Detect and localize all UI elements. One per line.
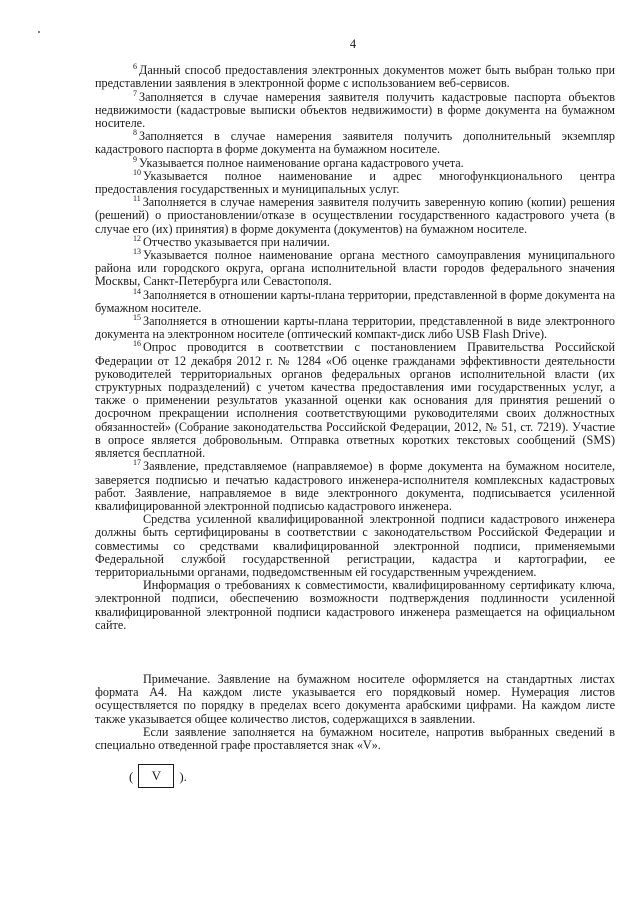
- body-paragraph: Информация о требованиях к совместимости, квалифицированному сертификату ключа, электронной подписи, обеспечению возможности подтверждения подлинности усиленной квалифицированной электронной подписи кадастрового инженера размещается на официальном сайте.: [95, 578, 615, 632]
- check-mark-box: V: [138, 764, 174, 788]
- footnote: [95, 315, 615, 341]
- footnote-number: 11: [133, 194, 141, 204]
- footnote: [95, 167, 615, 197]
- footnote-text: Указывается полное наименование органа местного самоуправления муниципального района или городского округа, органа исполнительной власти городов федерального значения Москвы, Санкт-Петербурга или Севастополя.: [95, 248, 615, 289]
- section-spacer: [95, 632, 615, 673]
- close-paren: ).: [179, 768, 187, 784]
- footnote: [95, 196, 615, 236]
- footnote-text: Заполняется в случае намерения заявителя получить кадастровые паспорта объектов недвижимости (кадастровые выписки объектов недвижимости) в форме документа на бумажном носителе.: [95, 89, 615, 131]
- page-number: 4: [349, 37, 357, 51]
- footnote: [95, 88, 615, 131]
- footnote-text: Заполняется в случае намерения заявителя получить дополнительный экземпляр кадастрового паспорта в форме документа на бумажном носителе.: [95, 129, 615, 157]
- footnote-number: 12: [133, 233, 141, 243]
- footnote-text: Данный способ предоставления электронных документов может быть выбран только при представлении заявления в электронной форме с использованием веб-сервисов.: [95, 63, 615, 91]
- footnote: [95, 64, 615, 90]
- footnotes-section: [95, 64, 615, 513]
- footnote-text: Указывается полное наименование органа кадастрового учета.: [139, 155, 464, 170]
- footnote-number: 13: [133, 247, 141, 257]
- footnote: [95, 460, 615, 513]
- footnote-text: Отчество указывается при наличии.: [143, 234, 330, 249]
- footnote-text: Заполняется в отношении карты-плана территории, представленной в форме документа на бумажном носителе.: [95, 287, 615, 315]
- document-page: [95, 38, 615, 788]
- footnote: [95, 130, 615, 156]
- footnote: [95, 249, 615, 289]
- footnote-number: 17: [133, 458, 141, 468]
- footnote-number: 8: [133, 128, 137, 138]
- footnote-number: 9: [133, 154, 137, 164]
- footnote-number: 15: [133, 313, 141, 323]
- footnote-number: 16: [133, 339, 141, 349]
- footnote-text: Заполняется в случае намерения заявителя получить заверенную копию (копии) решения (решений) о приостановлении/отказе в осуществлении государственного кадастрового учета (в случае его (их) принятия) в форме документа (документов) на бумажном носителе.: [95, 195, 615, 236]
- footnote-text: Указывается полное наименование и адрес многофункционального центра предоставления государственных и муниципальных услуг.: [95, 168, 615, 197]
- body-paragraph: Средства усиленной квалифицированной электронной подписи кадастрового инженера должны быть сертифицированы в соответствии с законодательством Российской Федерации и совместимы со средствами квалифицированной электронной подписи, применяемыми Федеральной службой государственной регистрации, кадастра и картографии, ее территориальными органами, подведомственным ей государственным учреждением.: [95, 512, 615, 579]
- footnote-number: 6: [133, 62, 137, 72]
- footnote: [95, 286, 615, 315]
- footnote-text: Заявление, представляемое (направляемое) в форме документа на бумажном носителе, заверяется подписью и печатью кадастрового инженера-исполнителя комплексных кадастровых работ. Заявление, направляемое в виде электронного документа, подписывается усиленной квалифицированной электронной подписью кадастрового инженера.: [95, 459, 615, 513]
- footnote-number: 7: [133, 88, 137, 98]
- note-paragraph: Если заявление заполняется на бумажном носителе, напротив выбранных сведений в специально отведенной графе проставляется знак «V».: [95, 724, 615, 752]
- footnote-text: Заполняется в отношении карты-плана территории, представленной в виде электронного документа на электронном носителе (оптический компакт-диск либо USB Flash Drive).: [95, 314, 615, 342]
- scan-speck: [38, 31, 40, 33]
- footnote: [95, 341, 615, 460]
- footnote-text: Опрос проводится в соответствии с постановлением Правительства Российской Федерации от 12 декабря 2012 г. № 1284 «Об оценке гражданами эффективности деятельности руководителей территориальных органов федеральных органов исполнительной власти (их структурных подразделений) с учетом качества предоставления ими государственных услуг, а также о применении результатов указанной оценки как основания для принятия решений о досрочном прекращении исполнения соответствующими руководителями своих должностных обязанностей» (Собрание законодательства Российской Федерации, 2012, № 51, ст. 7219). Участие в опросе является добровольным. Отправка ответных коротких текстовых сообщений (SMS) является бесплатной.: [95, 340, 615, 461]
- footnote-number: 14: [133, 286, 141, 296]
- footnote-number: 10: [133, 167, 141, 177]
- note-paragraph: Примечание. Заявление на бумажном носителе оформляется на стандартных листах формата А4. На каждом листе указывается его порядковый номер. Нумерация листов осуществляется по порядку в пределах всего документа арабскими цифрами. На каждом листе также указывается общее количество листов, содержащихся в заявлении.: [95, 671, 615, 726]
- checkbox-example: [129, 764, 615, 788]
- open-paren: (: [129, 768, 134, 784]
